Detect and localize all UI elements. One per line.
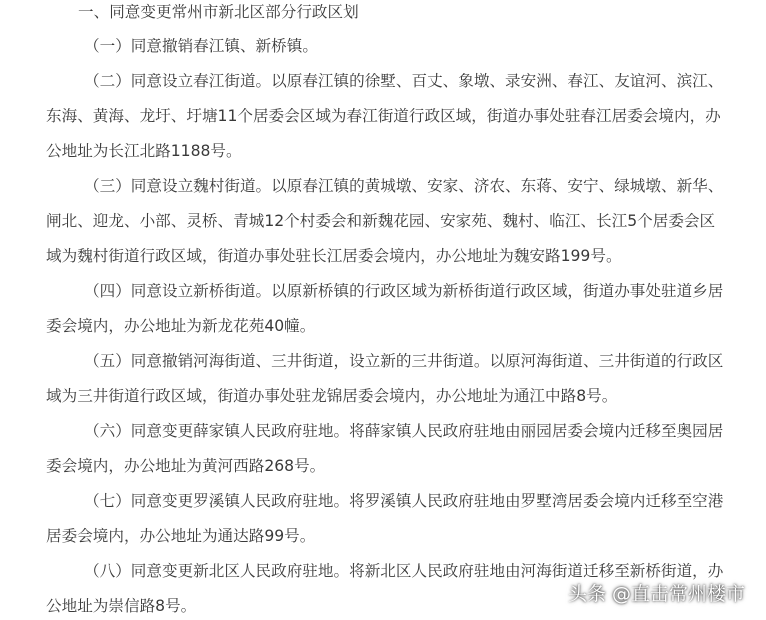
item-1-line-1: （一）同意撤销春江镇、新桥镇。 (84, 37, 318, 55)
item-8-line-2: 公地址为崇信路8号。 (46, 597, 197, 615)
item-3-line-2: 闸北、迎龙、小部、灵桥、青城12个村委会和新魏花园、安家苑、魏村、临江、长江5个居委会区 (46, 212, 716, 230)
item-2-line-1: （二）同意设立春江街道。以原春江镇的徐墅、百丈、象墩、录安洲、春江、友谊河、滨江、 (84, 72, 724, 90)
item-8-line-1: （八）同意变更新北区人民政府驻地。将新北区人民政府驻地由河海街道迁移至新桥街道，办 (84, 562, 724, 580)
item-5-line-1: （五）同意撤销河海街道、三井街道，设立新的三井街道。以原河海街道、三井街道的行政区 (84, 352, 724, 370)
item-6-line-2: 委会境内，办公地址为黄河西路268号。 (46, 457, 326, 475)
item-4-line-1: （四）同意设立新桥街道。以原新桥镇的行政区域为新桥街道行政区域，街道办事处驻道乡居 (84, 282, 724, 300)
source-watermark: 头条 @直击常州楼市 (568, 583, 746, 605)
item-2-line-2: 东海、黄海、龙圩、圩塘11个居委会区域为春江街道行政区域，街道办事处驻春江居委会境内，办 (46, 107, 721, 125)
item-4-line-2: 委会境内，办公地址为新龙花苑40幢。 (46, 317, 316, 335)
item-3-line-1: （三）同意设立魏村街道。以原春江镇的黄城墩、安家、济农、东蒋、安宁、绿城墩、新华、 (84, 177, 724, 195)
item-2-line-3: 公地址为长江北路1188号。 (46, 142, 242, 160)
item-5-line-2: 域为三井街道行政区域，街道办事处驻龙锦居委会境内，办公地址为通江中路8号。 (46, 387, 618, 405)
item-6-line-1: （六）同意变更薛家镇人民政府驻地。将薛家镇人民政府驻地由丽园居委会境内迁移至奥园居 (84, 422, 724, 440)
item-3-line-3: 域为魏村街道行政区域，街道办事处驻长江居委会境内，办公地址为魏安路199号。 (46, 247, 622, 265)
item-7-line-2: 居委会境内，办公地址为通达路99号。 (46, 527, 316, 545)
section-heading: 一、同意变更常州市新北区部分行政区划 (78, 3, 359, 21)
item-7-line-1: （七）同意变更罗溪镇人民政府驻地。将罗溪镇人民政府驻地由罗墅湾居委会境内迁移至空港 (84, 492, 724, 510)
